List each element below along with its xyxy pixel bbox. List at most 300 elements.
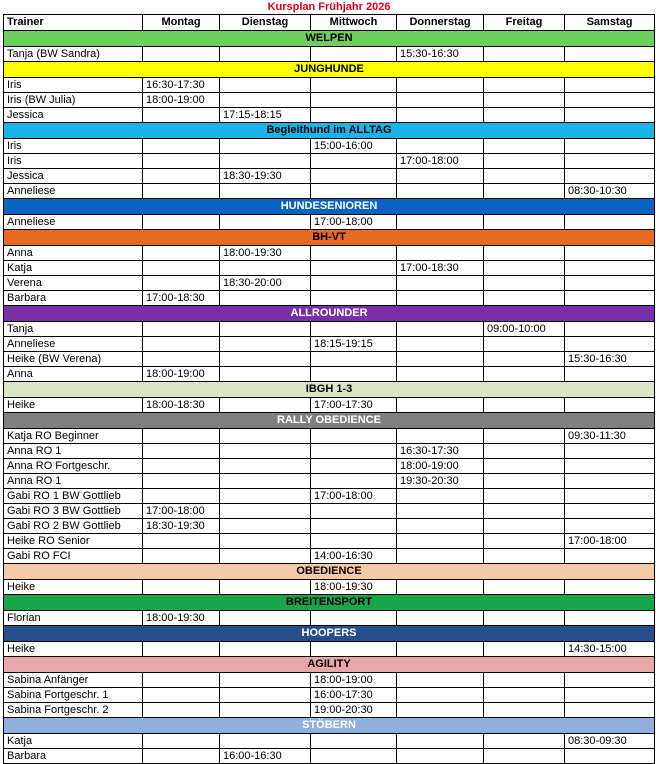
section-header-row bbox=[4, 306, 655, 322]
time-slot-cell bbox=[565, 549, 655, 564]
course-row bbox=[4, 611, 655, 626]
time-slot-cell bbox=[311, 291, 397, 306]
trainer-cell: Tanja bbox=[4, 322, 143, 337]
time-slot-cell bbox=[397, 169, 484, 184]
time-slot-cell bbox=[397, 108, 484, 123]
time-slot-cell bbox=[220, 352, 311, 367]
trainer-cell: Jessica bbox=[4, 108, 143, 123]
time-slot-cell bbox=[220, 549, 311, 564]
course-row bbox=[4, 444, 655, 459]
time-slot-cell bbox=[484, 580, 565, 595]
course-row bbox=[4, 673, 655, 688]
page-title: Kursplan Frühjahr 2026 bbox=[267, 0, 391, 13]
section-header-row bbox=[4, 123, 655, 139]
section-header-row bbox=[4, 413, 655, 429]
time-slot-cell bbox=[397, 673, 484, 688]
time-slot-cell bbox=[143, 489, 220, 504]
time-slot-cell bbox=[220, 78, 311, 93]
time-slot-cell bbox=[220, 184, 311, 199]
time-slot-cell: 18:30-19:30 bbox=[143, 519, 220, 534]
time-slot-cell bbox=[565, 367, 655, 382]
time-slot-cell bbox=[143, 108, 220, 123]
time-slot-cell bbox=[220, 489, 311, 504]
time-slot-cell: 18:00-19:00 bbox=[311, 673, 397, 688]
time-slot-cell bbox=[220, 642, 311, 657]
time-slot-cell bbox=[484, 47, 565, 62]
time-slot-cell bbox=[484, 489, 565, 504]
time-slot-cell bbox=[311, 459, 397, 474]
section-header-row bbox=[4, 564, 655, 580]
course-row bbox=[4, 489, 655, 504]
time-slot-cell bbox=[143, 444, 220, 459]
time-slot-cell bbox=[220, 504, 311, 519]
time-slot-cell: 19:00-20:30 bbox=[311, 703, 397, 718]
section-title: RALLY OBEDIENCE bbox=[4, 413, 655, 429]
trainer-cell: Sabina Fortgeschr. 2 bbox=[4, 703, 143, 718]
time-slot-cell bbox=[484, 734, 565, 749]
time-slot-cell bbox=[484, 246, 565, 261]
trainer-cell: Gabi RO 1 BW Gottlieb bbox=[4, 489, 143, 504]
trainer-cell: Barbara bbox=[4, 749, 143, 764]
time-slot-cell bbox=[220, 703, 311, 718]
course-row bbox=[4, 703, 655, 718]
time-slot-cell bbox=[484, 184, 565, 199]
trainer-cell: Iris bbox=[4, 154, 143, 169]
time-slot-cell bbox=[565, 337, 655, 352]
time-slot-cell bbox=[311, 47, 397, 62]
time-slot-cell: 08:30-10:30 bbox=[565, 184, 655, 199]
time-slot-cell bbox=[143, 534, 220, 549]
time-slot-cell bbox=[397, 429, 484, 444]
time-slot-cell bbox=[484, 611, 565, 626]
time-slot-cell bbox=[484, 673, 565, 688]
time-slot-cell bbox=[484, 337, 565, 352]
time-slot-cell bbox=[311, 367, 397, 382]
time-slot-cell bbox=[143, 276, 220, 291]
trainer-cell: Anna bbox=[4, 367, 143, 382]
time-slot-cell bbox=[565, 78, 655, 93]
time-slot-cell bbox=[565, 169, 655, 184]
time-slot-cell bbox=[143, 549, 220, 564]
section-title: WELPEN bbox=[4, 31, 655, 47]
time-slot-cell bbox=[484, 93, 565, 108]
time-slot-cell bbox=[484, 429, 565, 444]
column-header-mittwoch: Mittwoch bbox=[311, 15, 397, 31]
time-slot-cell: 17:00-18:00 bbox=[311, 215, 397, 230]
time-slot-cell bbox=[565, 47, 655, 62]
time-slot-cell bbox=[220, 261, 311, 276]
time-slot-cell: 17:00-18:00 bbox=[565, 534, 655, 549]
time-slot-cell bbox=[220, 673, 311, 688]
course-row bbox=[4, 519, 655, 534]
time-slot-cell: 16:30-17:30 bbox=[397, 444, 484, 459]
time-slot-cell: 16:30-17:30 bbox=[143, 78, 220, 93]
trainer-cell: Iris bbox=[4, 78, 143, 93]
time-slot-cell bbox=[143, 580, 220, 595]
time-slot-cell bbox=[397, 549, 484, 564]
time-slot-cell bbox=[397, 504, 484, 519]
time-slot-cell bbox=[484, 154, 565, 169]
time-slot-cell bbox=[143, 215, 220, 230]
time-slot-cell bbox=[397, 291, 484, 306]
time-slot-cell bbox=[311, 534, 397, 549]
time-slot-cell bbox=[565, 276, 655, 291]
time-slot-cell bbox=[565, 261, 655, 276]
section-header-row bbox=[4, 62, 655, 78]
time-slot-cell bbox=[220, 139, 311, 154]
section-header-row bbox=[4, 230, 655, 246]
course-row bbox=[4, 47, 655, 62]
trainer-cell: Verena bbox=[4, 276, 143, 291]
time-slot-cell bbox=[220, 734, 311, 749]
time-slot-cell bbox=[311, 108, 397, 123]
column-header-donnerstag: Donnerstag bbox=[397, 15, 484, 31]
time-slot-cell bbox=[484, 534, 565, 549]
section-title: ALLROUNDER bbox=[4, 306, 655, 322]
course-row bbox=[4, 642, 655, 657]
time-slot-cell: 17:00-18:00 bbox=[311, 489, 397, 504]
time-slot-cell bbox=[143, 429, 220, 444]
trainer-cell: Anna RO Fortgeschr. bbox=[4, 459, 143, 474]
time-slot-cell bbox=[311, 246, 397, 261]
time-slot-cell bbox=[565, 139, 655, 154]
time-slot-cell bbox=[484, 549, 565, 564]
trainer-cell: Heike bbox=[4, 642, 143, 657]
trainer-cell: Iris (BW Julia) bbox=[4, 93, 143, 108]
time-slot-cell bbox=[565, 688, 655, 703]
time-slot-cell bbox=[143, 337, 220, 352]
time-slot-cell bbox=[220, 322, 311, 337]
time-slot-cell bbox=[220, 444, 311, 459]
time-slot-cell bbox=[143, 169, 220, 184]
trainer-cell: Katja RO Beginner bbox=[4, 429, 143, 444]
time-slot-cell bbox=[143, 749, 220, 764]
time-slot-cell bbox=[311, 276, 397, 291]
trainer-cell: Gabi RO 2 BW Gottlieb bbox=[4, 519, 143, 534]
course-row bbox=[4, 322, 655, 337]
time-slot-cell bbox=[220, 93, 311, 108]
time-slot-cell bbox=[397, 352, 484, 367]
column-header-dienstag: Dienstag bbox=[220, 15, 311, 31]
time-slot-cell bbox=[565, 749, 655, 764]
course-row bbox=[4, 580, 655, 595]
course-row bbox=[4, 276, 655, 291]
time-slot-cell bbox=[397, 398, 484, 413]
time-slot-cell bbox=[397, 580, 484, 595]
time-slot-cell: 09:00-10:00 bbox=[484, 322, 565, 337]
time-slot-cell: 18:00-19:00 bbox=[143, 367, 220, 382]
time-slot-cell: 18:00-19:00 bbox=[397, 459, 484, 474]
time-slot-cell: 08:30-09:30 bbox=[565, 734, 655, 749]
time-slot-cell bbox=[565, 459, 655, 474]
time-slot-cell bbox=[311, 642, 397, 657]
time-slot-cell bbox=[484, 261, 565, 276]
time-slot-cell bbox=[143, 47, 220, 62]
time-slot-cell bbox=[220, 367, 311, 382]
time-slot-cell bbox=[565, 322, 655, 337]
time-slot-cell bbox=[484, 291, 565, 306]
time-slot-cell bbox=[143, 673, 220, 688]
time-slot-cell: 17:00-17:30 bbox=[311, 398, 397, 413]
time-slot-cell bbox=[311, 519, 397, 534]
time-slot-cell bbox=[397, 139, 484, 154]
time-slot-cell: 18:00-19:30 bbox=[311, 580, 397, 595]
column-header-freitag: Freitag bbox=[484, 15, 565, 31]
time-slot-cell bbox=[143, 459, 220, 474]
section-title: JUNGHUNDE bbox=[4, 62, 655, 78]
trainer-cell: Anneliese bbox=[4, 337, 143, 352]
trainer-cell: Heike RO Senior bbox=[4, 534, 143, 549]
course-row bbox=[4, 184, 655, 199]
time-slot-cell bbox=[484, 703, 565, 718]
time-slot-cell bbox=[220, 688, 311, 703]
time-slot-cell bbox=[397, 215, 484, 230]
time-slot-cell: 18:00-18:30 bbox=[143, 398, 220, 413]
time-slot-cell bbox=[565, 108, 655, 123]
time-slot-cell bbox=[397, 337, 484, 352]
time-slot-cell: 18:15-19:15 bbox=[311, 337, 397, 352]
time-slot-cell bbox=[220, 580, 311, 595]
time-slot-cell bbox=[565, 611, 655, 626]
time-slot-cell bbox=[397, 642, 484, 657]
trainer-cell: Gabi RO FCI bbox=[4, 549, 143, 564]
time-slot-cell bbox=[143, 184, 220, 199]
trainer-cell: Anneliese bbox=[4, 184, 143, 199]
trainer-cell: Barbara bbox=[4, 291, 143, 306]
time-slot-cell bbox=[565, 154, 655, 169]
time-slot-cell bbox=[311, 169, 397, 184]
time-slot-cell: 18:30-20:00 bbox=[220, 276, 311, 291]
column-header-samstag: Samstag bbox=[565, 15, 655, 31]
time-slot-cell bbox=[143, 246, 220, 261]
section-title: AGILITY bbox=[4, 657, 655, 673]
trainer-cell: Florian bbox=[4, 611, 143, 626]
time-slot-cell bbox=[220, 429, 311, 444]
time-slot-cell: 15:30-16:30 bbox=[565, 352, 655, 367]
time-slot-cell bbox=[311, 322, 397, 337]
trainer-cell: Heike (BW Verena) bbox=[4, 352, 143, 367]
time-slot-cell bbox=[484, 749, 565, 764]
time-slot-cell bbox=[220, 154, 311, 169]
time-slot-cell bbox=[143, 734, 220, 749]
section-title: STÖBERN bbox=[4, 718, 655, 734]
time-slot-cell bbox=[484, 139, 565, 154]
trainer-cell: Katja bbox=[4, 261, 143, 276]
time-slot-cell bbox=[484, 215, 565, 230]
trainer-cell: Anna RO 1 bbox=[4, 444, 143, 459]
time-slot-cell bbox=[565, 504, 655, 519]
section-header-row bbox=[4, 595, 655, 611]
time-slot-cell bbox=[311, 474, 397, 489]
time-slot-cell bbox=[311, 78, 397, 93]
time-slot-cell bbox=[220, 291, 311, 306]
trainer-cell: Sabina Anfänger bbox=[4, 673, 143, 688]
time-slot-cell bbox=[565, 489, 655, 504]
time-slot-cell: 09:30-11:30 bbox=[565, 429, 655, 444]
course-row bbox=[4, 688, 655, 703]
time-slot-cell bbox=[311, 611, 397, 626]
course-row bbox=[4, 108, 655, 123]
course-row bbox=[4, 215, 655, 230]
time-slot-cell bbox=[397, 749, 484, 764]
section-title: HUNDESENIOREN bbox=[4, 199, 655, 215]
section-header-row bbox=[4, 718, 655, 734]
course-row bbox=[4, 398, 655, 413]
time-slot-cell bbox=[143, 322, 220, 337]
time-slot-cell bbox=[220, 519, 311, 534]
time-slot-cell bbox=[397, 534, 484, 549]
course-row bbox=[4, 429, 655, 444]
course-row bbox=[4, 504, 655, 519]
column-header-trainer: Trainer bbox=[4, 15, 143, 31]
time-slot-cell: 18:00-19:30 bbox=[220, 246, 311, 261]
time-slot-cell bbox=[220, 47, 311, 62]
trainer-cell: Anna RO 1 bbox=[4, 474, 143, 489]
time-slot-cell bbox=[484, 367, 565, 382]
trainer-cell: Gabi RO 3 BW Gottlieb bbox=[4, 504, 143, 519]
course-row bbox=[4, 169, 655, 184]
time-slot-cell bbox=[565, 703, 655, 718]
time-slot-cell bbox=[311, 734, 397, 749]
time-slot-cell bbox=[565, 93, 655, 108]
course-row bbox=[4, 534, 655, 549]
time-slot-cell: 16:00-17:30 bbox=[311, 688, 397, 703]
header-row bbox=[4, 15, 655, 31]
time-slot-cell bbox=[143, 703, 220, 718]
trainer-cell: Sabina Fortgeschr. 1 bbox=[4, 688, 143, 703]
time-slot-cell bbox=[565, 215, 655, 230]
trainer-cell: Anneliese bbox=[4, 215, 143, 230]
time-slot-cell bbox=[311, 429, 397, 444]
course-row bbox=[4, 154, 655, 169]
time-slot-cell bbox=[311, 154, 397, 169]
trainer-cell: Anna bbox=[4, 246, 143, 261]
time-slot-cell bbox=[220, 474, 311, 489]
time-slot-cell: 19:30-20:30 bbox=[397, 474, 484, 489]
time-slot-cell bbox=[143, 154, 220, 169]
time-slot-cell bbox=[565, 291, 655, 306]
time-slot-cell bbox=[397, 519, 484, 534]
time-slot-cell bbox=[143, 261, 220, 276]
time-slot-cell bbox=[397, 276, 484, 291]
course-row bbox=[4, 261, 655, 276]
time-slot-cell bbox=[143, 352, 220, 367]
time-slot-cell bbox=[311, 184, 397, 199]
time-slot-cell bbox=[484, 688, 565, 703]
section-title: IBGH 1-3 bbox=[4, 382, 655, 398]
time-slot-cell bbox=[220, 215, 311, 230]
time-slot-cell: 15:30-16:30 bbox=[397, 47, 484, 62]
time-slot-cell bbox=[397, 322, 484, 337]
section-title: BREITENSPORT bbox=[4, 595, 655, 611]
time-slot-cell bbox=[311, 749, 397, 764]
time-slot-cell bbox=[143, 139, 220, 154]
time-slot-cell bbox=[397, 93, 484, 108]
section-title: OBEDIENCE bbox=[4, 564, 655, 580]
time-slot-cell bbox=[484, 504, 565, 519]
course-row bbox=[4, 78, 655, 93]
time-slot-cell bbox=[143, 688, 220, 703]
time-slot-cell bbox=[220, 398, 311, 413]
section-title: Begleithund im ALLTAG bbox=[4, 123, 655, 139]
time-slot-cell bbox=[220, 459, 311, 474]
time-slot-cell: 17:00-18:30 bbox=[397, 261, 484, 276]
time-slot-cell bbox=[484, 398, 565, 413]
course-row bbox=[4, 474, 655, 489]
trainer-cell: Heike bbox=[4, 398, 143, 413]
time-slot-cell bbox=[397, 489, 484, 504]
time-slot-cell bbox=[397, 184, 484, 199]
course-row bbox=[4, 734, 655, 749]
time-slot-cell bbox=[565, 398, 655, 413]
course-schedule-table bbox=[3, 0, 655, 764]
time-slot-cell bbox=[143, 642, 220, 657]
time-slot-cell bbox=[484, 276, 565, 291]
time-slot-cell bbox=[484, 519, 565, 534]
time-slot-cell: 14:00-16:30 bbox=[311, 549, 397, 564]
trainer-cell: Jessica bbox=[4, 169, 143, 184]
time-slot-cell bbox=[484, 78, 565, 93]
time-slot-cell bbox=[220, 337, 311, 352]
time-slot-cell bbox=[311, 93, 397, 108]
section-title: HOOPERS bbox=[4, 626, 655, 642]
time-slot-cell bbox=[311, 444, 397, 459]
time-slot-cell bbox=[311, 261, 397, 276]
course-row bbox=[4, 749, 655, 764]
section-header-row bbox=[4, 382, 655, 398]
time-slot-cell: 15:00-16:00 bbox=[311, 139, 397, 154]
time-slot-cell bbox=[484, 444, 565, 459]
time-slot-cell: 17:00-18:00 bbox=[143, 504, 220, 519]
time-slot-cell bbox=[565, 519, 655, 534]
section-title: BH-VT bbox=[4, 230, 655, 246]
time-slot-cell bbox=[143, 474, 220, 489]
time-slot-cell bbox=[220, 611, 311, 626]
time-slot-cell bbox=[397, 246, 484, 261]
section-header-row bbox=[4, 31, 655, 47]
time-slot-cell: 18:00-19:30 bbox=[143, 611, 220, 626]
time-slot-cell bbox=[397, 367, 484, 382]
time-slot-cell: 16:00-16:30 bbox=[220, 749, 311, 764]
course-row bbox=[4, 246, 655, 261]
time-slot-cell bbox=[397, 734, 484, 749]
section-header-row bbox=[4, 657, 655, 673]
trainer-cell: Katja bbox=[4, 734, 143, 749]
time-slot-cell bbox=[397, 688, 484, 703]
time-slot-cell bbox=[397, 78, 484, 93]
schedule-sheet bbox=[3, 0, 654, 764]
trainer-cell: Tanja (BW Sandra) bbox=[4, 47, 143, 62]
time-slot-cell bbox=[311, 352, 397, 367]
time-slot-cell bbox=[484, 642, 565, 657]
trainer-cell: Heike bbox=[4, 580, 143, 595]
time-slot-cell: 17:00-18:00 bbox=[397, 154, 484, 169]
section-header-row bbox=[4, 626, 655, 642]
course-row bbox=[4, 367, 655, 382]
time-slot-cell: 17:15-18:15 bbox=[220, 108, 311, 123]
time-slot-cell bbox=[565, 444, 655, 459]
trainer-cell: Iris bbox=[4, 139, 143, 154]
course-row bbox=[4, 93, 655, 108]
time-slot-cell bbox=[311, 504, 397, 519]
course-row bbox=[4, 459, 655, 474]
time-slot-cell bbox=[484, 169, 565, 184]
time-slot-cell: 18:30-19:30 bbox=[220, 169, 311, 184]
time-slot-cell bbox=[565, 246, 655, 261]
time-slot-cell bbox=[484, 474, 565, 489]
time-slot-cell bbox=[484, 459, 565, 474]
time-slot-cell: 17:00-18:30 bbox=[143, 291, 220, 306]
